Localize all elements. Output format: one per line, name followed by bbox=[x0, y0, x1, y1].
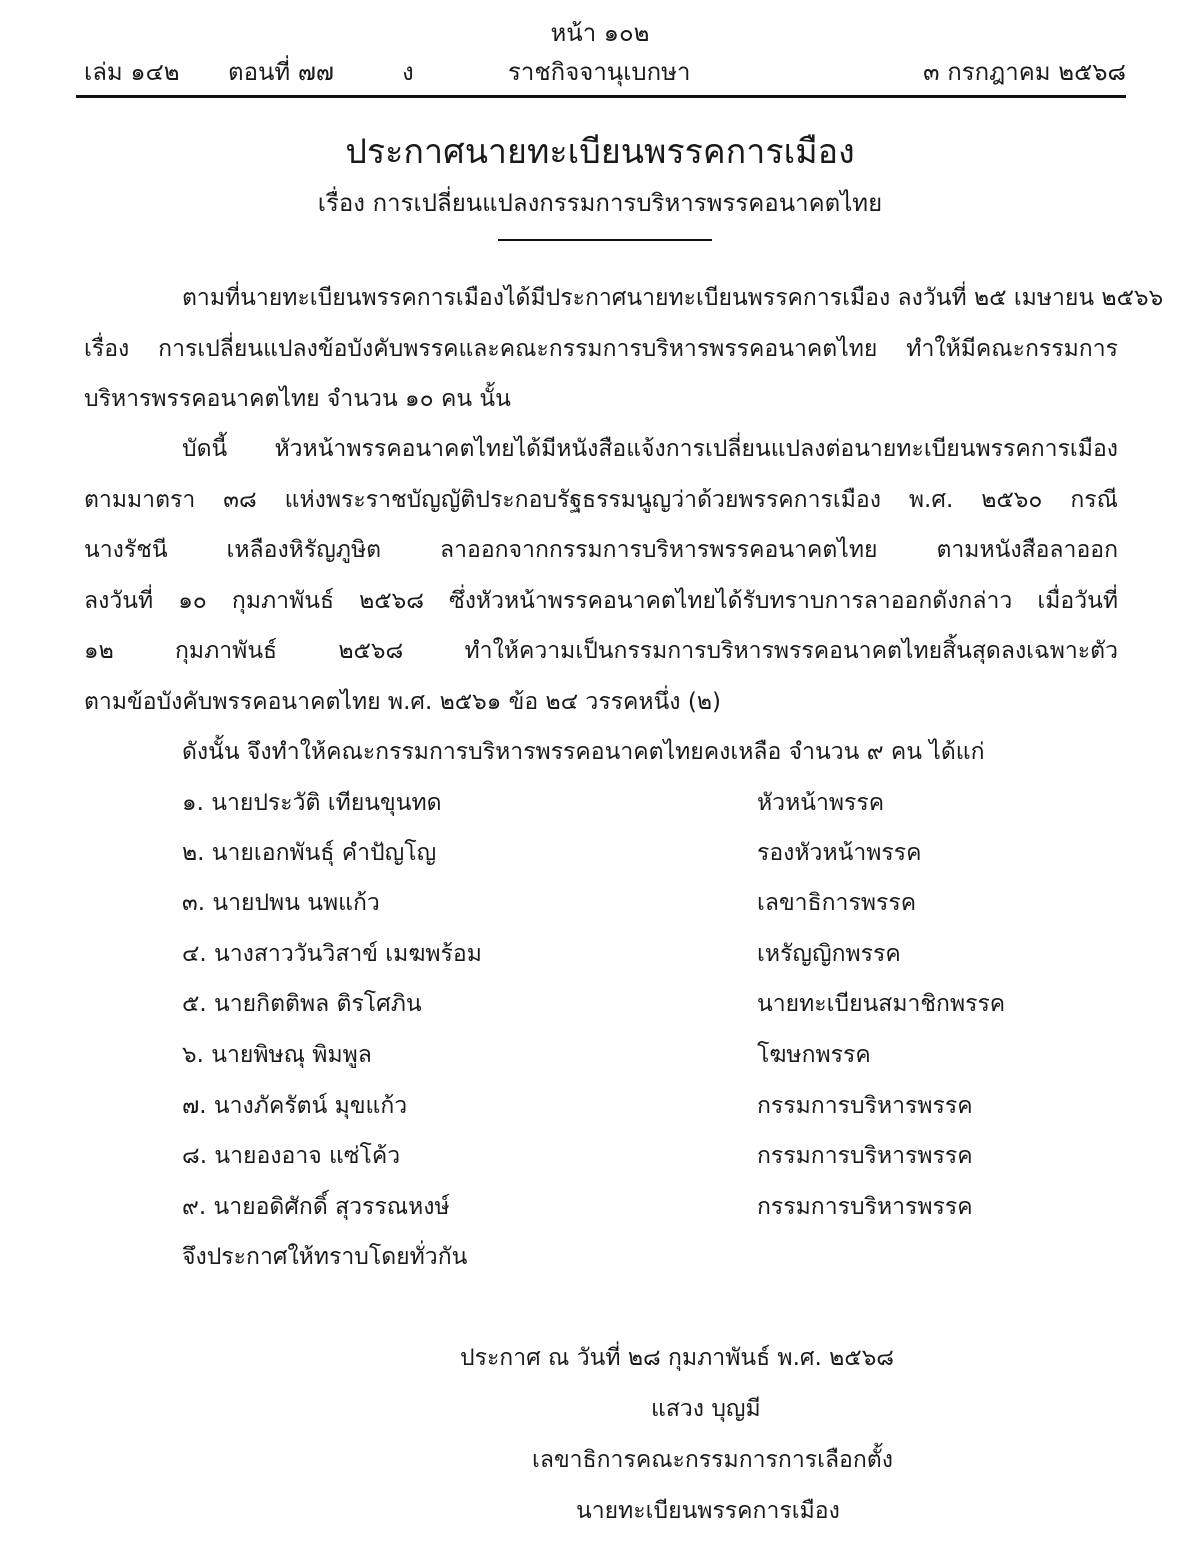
member-name: ๑. นายประวัติ เทียนขุนทด bbox=[182, 790, 442, 816]
paragraph-2-line-1: บัดนี้ หัวหน้าพรรคอนาคตไทยได้มีหนังสือแจ้งการเปลี่ยนแปลงต่อนายทะเบียนพรรคการเมือง bbox=[182, 436, 1118, 462]
paragraph-2-line-3: นางรัชนี เหลืองหิรัญภูษิต ลาออกจากกรรมการบริหารพรรคอนาคตไทย ตามหนังสือลาออก bbox=[84, 537, 1118, 563]
signatory-title-1: เลขาธิการคณะกรรมการการเลือกตั้ง bbox=[532, 1447, 893, 1473]
member-name: ๔. นางสาววันวิสาข์ เมฆพร้อม bbox=[182, 941, 482, 967]
section-number: ตอนที่ ๗๗ bbox=[228, 58, 334, 86]
member-position: กรรมการบริหารพรรค bbox=[757, 1143, 973, 1169]
publication-name: ราชกิจจานุเบกษา bbox=[508, 58, 691, 86]
paragraph-2-line-4: ลงวันที่ ๑๐ กุมภาพันธ์ ๒๕๖๘ ซึ่งหัวหน้าพรรคอนาคตไทยได้รับทราบการลาออกดังกล่าว เมื่อวันที่ bbox=[84, 588, 1118, 614]
document-subject: เรื่อง การเปลี่ยนแปลงกรรมการบริหารพรรคอนาคตไทย bbox=[317, 189, 883, 217]
signatory-name: แสวง บุญมี bbox=[651, 1396, 761, 1422]
member-position: กรรมการบริหารพรรค bbox=[757, 1093, 973, 1119]
member-position: โฆษกพรรค bbox=[757, 1042, 871, 1068]
member-name: ๗. นางภัครัตน์ มุขแก้ว bbox=[182, 1093, 408, 1119]
member-name: ๖. นายพิษณุ พิมพูล bbox=[182, 1042, 372, 1068]
paragraph-3: ดังนั้น จึงทำให้คณะกรรมการบริหารพรรคอนาคตไทยคงเหลือ จำนวน ๙ คน ได้แก่ bbox=[182, 739, 985, 765]
member-position: หัวหน้าพรรค bbox=[757, 790, 885, 816]
announcement-date: ประกาศ ณ วันที่ ๒๘ กุมภาพันธ์ พ.ศ. ๒๕๖๘ bbox=[460, 1345, 895, 1371]
member-name: ๙. นายอดิศักดิ์ สุวรรณหงษ์ bbox=[182, 1194, 450, 1220]
document-title: ประกาศนายทะเบียนพรรคการเมือง bbox=[345, 132, 855, 172]
title-divider bbox=[498, 239, 712, 241]
member-name: ๓. นายปพน นพแก้ว bbox=[182, 890, 380, 916]
member-name: ๒. นายเอกพันธุ์ คำปัญโญ bbox=[182, 840, 437, 866]
member-position: รองหัวหน้าพรรค bbox=[757, 840, 922, 866]
section-type: ง bbox=[402, 58, 414, 86]
signatory-title-2: นายทะเบียนพรรคการเมือง bbox=[576, 1498, 840, 1524]
paragraph-1-line-2: เรื่อง การเปลี่ยนแปลงข้อบังคับพรรคและคณะกรรมการบริหารพรรคอนาคตไทย ทำให้มีคณะกรรมการ bbox=[84, 336, 1118, 362]
volume-number: เล่ม ๑๔๒ bbox=[84, 58, 180, 86]
member-position: นายทะเบียนสมาชิกพรรค bbox=[757, 991, 1006, 1017]
header-divider bbox=[76, 95, 1126, 98]
publication-date: ๓ กรกฎาคม ๒๕๖๘ bbox=[923, 58, 1126, 86]
page-number: หน้า ๑๐๒ bbox=[550, 19, 650, 47]
paragraph-2-line-2: ตามมาตรา ๓๘ แห่งพระราชบัญญัติประกอบรัฐธรรมนูญว่าด้วยพรรคการเมือง พ.ศ. ๒๕๖๐ กรณี bbox=[84, 487, 1118, 513]
closing-statement: จึงประกาศให้ทราบโดยทั่วกัน bbox=[182, 1244, 468, 1270]
member-position: เลขาธิการพรรค bbox=[757, 890, 917, 916]
paragraph-1-line-1: ตามที่นายทะเบียนพรรคการเมืองได้มีประกาศนายทะเบียนพรรคการเมือง ลงวันที่ ๒๕ เมษายน ๒๕๖๖ bbox=[182, 285, 1164, 311]
member-name: ๘. นายองอาจ แซ่โค้ว bbox=[182, 1143, 401, 1169]
member-position: เหรัญญิกพรรค bbox=[757, 941, 901, 967]
paragraph-2-line-5: ๑๒ กุมภาพันธ์ ๒๕๖๘ ทำให้ความเป็นกรรมการบริหารพรรคอนาคตไทยสิ้นสุดลงเฉพาะตัว bbox=[84, 638, 1118, 664]
member-position: กรรมการบริหารพรรค bbox=[757, 1194, 973, 1220]
paragraph-2-line-6: ตามข้อบังคับพรรคอนาคตไทย พ.ศ. ๒๕๖๑ ข้อ ๒๔ วรรคหนึ่ง (๒) bbox=[84, 689, 721, 715]
paragraph-1-line-3: บริหารพรรคอนาคตไทย จำนวน ๑๐ คน นั้น bbox=[84, 386, 511, 412]
member-name: ๕. นายกิตติพล ติรโศภิน bbox=[182, 991, 422, 1017]
